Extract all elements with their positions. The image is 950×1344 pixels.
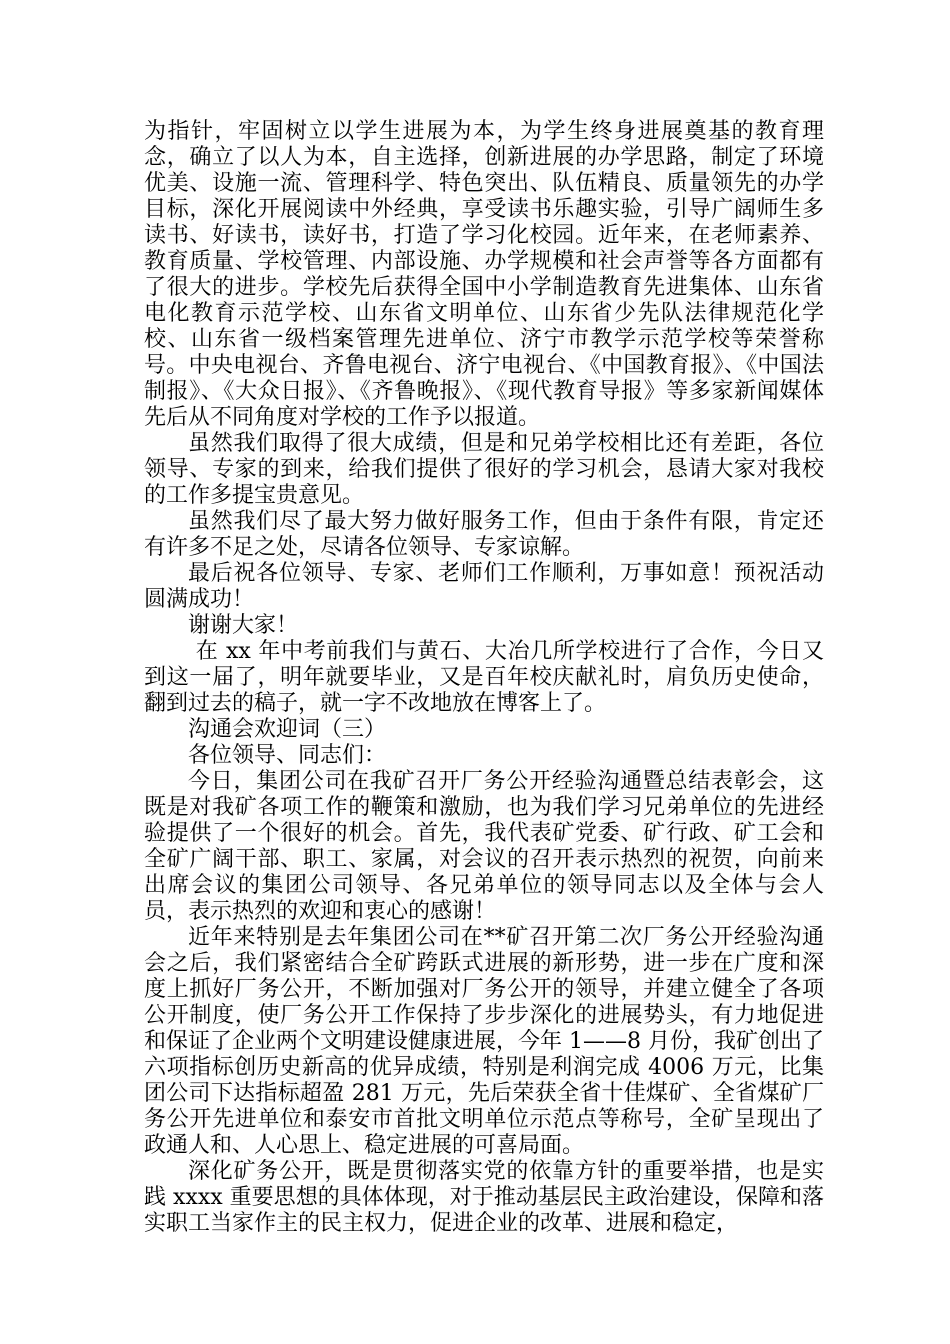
- paragraph-author-note: 在 xx 年中考前我们与黄石、大冶几所学校进行了合作，今日又到这一届了，明年就要毕业，又是百年校庆献礼时，肩负历史使命，翻到过去的稿子，就一字不改地放在博客上了。: [144, 639, 824, 716]
- paragraph-apology: 虽然我们尽了最大努力做好服务工作，但由于条件有限，肯定还有许多不足之处，尽请各位领导、专家谅解。: [144, 509, 824, 560]
- paragraph-progress-report: 近年来特别是去年集团公司在**矿召开第二次厂务公开经验沟通会之后，我们紧密结合全矿跨跃式进展的新形势，进一步在广度和深度上抓好厂务公开，不断加强对厂务公开的领导，并建立健全了各项公开制度，使厂务公开工作保持了步步深化的进展势头，有力地促进和保证了企业两个文明建设健康进展，今年 1——8 月份，我矿创出了六项指标创历史新高的优异成绩，特别是利润完成 4006 万元，比集团公司下达指标超盈 281 万元，先后荣获全省十佳煤矿、全省煤矿厂务公开先进单位和泰安市首批文明单位示范点等称号，全矿呈现出了政通人和、人心思上、稳定进展的可喜局面。: [144, 925, 824, 1158]
- paragraph-thanks: 谢谢大家！: [188, 613, 299, 638]
- section-heading: 沟通会欢迎词（三）: [188, 717, 387, 742]
- paragraph-affairs-disclosure: 深化矿务公开，既是贯彻落实党的依靠方针的重要举措，也是实践 xxxx 重要思想的具体体现，对于推动基层民主政治建设，保障和落实职工当家作主的民主权力，促进企业的改革、进展和稳定，: [144, 1159, 824, 1236]
- paragraph-best-wishes: 最后祝各位领导、专家、老师们工作顺利，万事如意！预祝活动圆满成功！: [144, 561, 824, 612]
- document-body: [144, 119, 824, 1237]
- salutation: 各位领导、同志们：: [188, 743, 387, 768]
- paragraph-request-feedback: 虽然我们取得了很大成绩，但是和兄弟学校相比还有差距，各位领导、专家的到来，给我们提供了很好的学习机会，恳请大家对我校的工作多提宝贵意见。: [144, 431, 824, 508]
- paragraph-school-achievements: 为指针，牢固树立以学生进展为本，为学生终身进展奠基的教育理念，确立了以人为本，自主选择，创新进展的办学思路，制定了环境优美、设施一流、管理科学、特色突出、队伍精良、质量领先的办学目标，深化开展阅读中外经典，享受读书乐趣实验，引导广阔师生多读书、好读书，读好书，打造了学习化校园。近年来，在老师素养、教育质量、学校管理、内部设施、办学规模和社会声誉等各方面都有了很大的进步。学校先后获得全国中小学制造教育先进集体、山东省电化教育示范学校、山东省文明单位、山东省少先队法律规范化学校、山东省一级档案管理先进单位、济宁市教学示范学校等荣誉称号。中央电视台、齐鲁电视台、济宁电视台、《中国教育报》、《中国法制报》、《大众日报》、《齐鲁晚报》、《现代教育导报》等多家新闻媒体先后从不同角度对学校的工作予以报道。: [144, 119, 824, 430]
- paragraph-welcome: 今日，集团公司在我矿召开厂务公开经验沟通暨总结表彰会，这既是对我矿各项工作的鞭策和激励，也为我们学习兄弟单位的先进经验提供了一个很好的机会。首先，我代表矿党委、矿行政、矿工会和全矿广阔干部、职工、家属，对会议的召开表示热烈的祝贺，向前来出席会议的集团公司领导、各兄弟单位的领导同志以及全体与会人员，表示热烈的欢迎和衷心的感谢！: [144, 769, 824, 924]
